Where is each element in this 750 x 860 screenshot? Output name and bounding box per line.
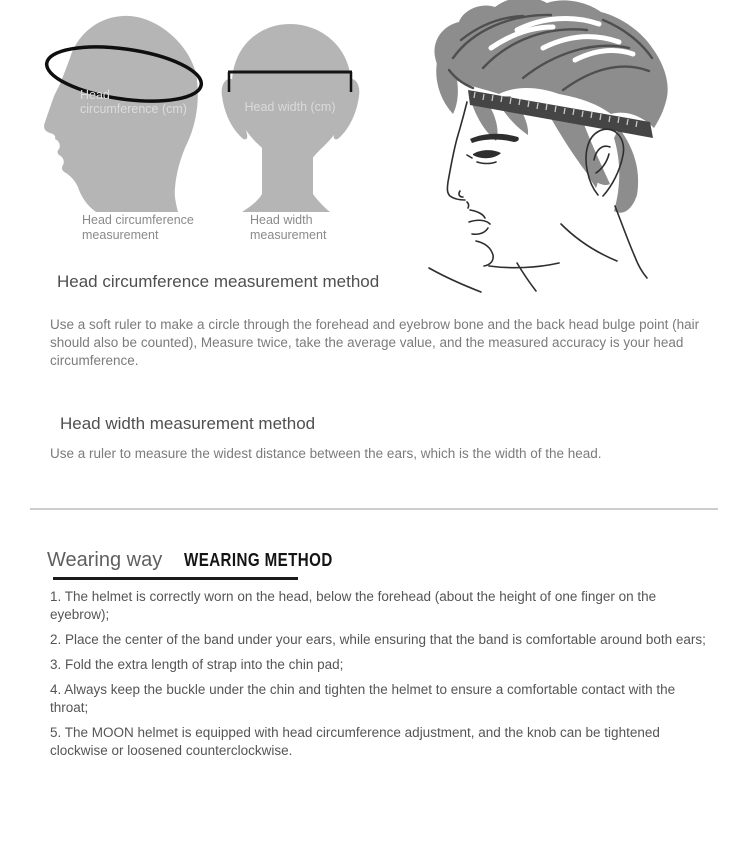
width-section-body: Use a ruler to measure the widest distance between the ears, which is the width of the head. (50, 446, 602, 461)
eye (473, 150, 501, 158)
width-label: Head width (cm) (244, 100, 336, 114)
eyebrow (470, 134, 519, 143)
circumference-section-title: Head circumference measurement method (57, 272, 380, 291)
head-front-silhouette (218, 18, 368, 213)
wearing-section-header (47, 549, 361, 572)
wearing-method-subtitle: WEARING METHOD (184, 550, 333, 570)
wearing-step: 2. Place the center of the band under your ears, while ensuring that the band is comfortable around both ears; (50, 632, 706, 647)
caption-line: measurement (250, 227, 327, 242)
wearing-step: 3. Fold the extra length of strap into the chin pad; (50, 657, 344, 672)
left-figure-caption (82, 213, 194, 243)
section-divider (30, 508, 718, 510)
wearing-title-underline (53, 577, 298, 580)
head-side-silhouette (42, 8, 207, 213)
wearing-way-title: Wearing way (47, 549, 163, 571)
man-head-sketch-illustration (425, 0, 745, 295)
caption-line: Head circumference (82, 213, 194, 227)
wearing-steps-list (50, 588, 708, 767)
right-figure-caption (250, 213, 326, 243)
width-section-title: Head width measurement method (60, 414, 316, 433)
face-lines (429, 102, 647, 292)
caption-line: measurement (82, 227, 159, 242)
wearing-step: 5. The MOON helmet is equipped with head circumference adjustment, and the knob can be tightened clockwise or loosened counterclockwise. (50, 725, 660, 758)
wearing-step: 1. The helmet is correctly worn on the head, below the forehead (about the height of one finger on the eyebrow); (50, 589, 657, 622)
caption-line: Head width (250, 213, 313, 227)
band-label: Head (80, 88, 110, 102)
wearing-step: 4. Always keep the buckle under the chin and tighten the helmet to ensure a comfortable contact with the throat; (50, 682, 676, 715)
circumference-section-body: Use a soft ruler to make a circle through the forehead and eyebrow bone and the back head bulge point (hair should also be counted), Measure twice, take the average value, and the measured accuracy is your head circumference. (50, 317, 700, 368)
band-label: circumference (cm) (80, 102, 187, 116)
